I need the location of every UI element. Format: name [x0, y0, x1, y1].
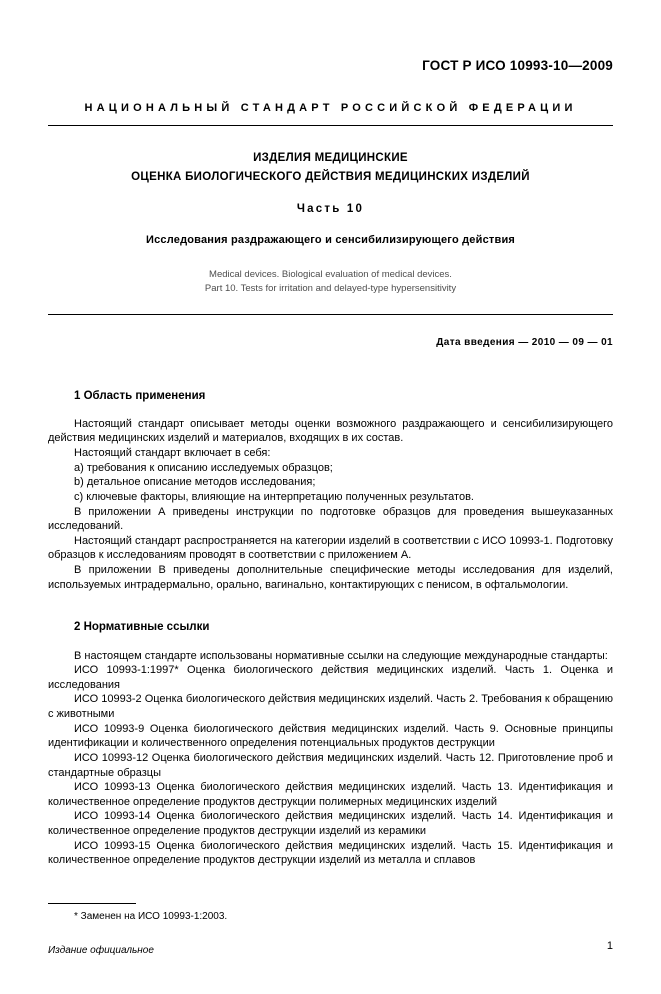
scope-list-item-c: c) ключевые факторы, влияющие на интерпретацию полученных результатов.	[74, 490, 474, 503]
section-heading-references: 2 Нормативные ссылки	[74, 621, 210, 634]
reference-item: ИСО 10993-1:1997* Оценка биологического действия медицинских изделий. Часть 1. Оценка и исследования	[48, 664, 613, 691]
document-part: Часть 10	[296, 203, 365, 215]
scope-paragraph-4: Настоящий стандарт распространяется на категории изделий в соответствии с ИСО 10993-1. Подготовку образцов к исследованиям проводят в соответствии с приложением А.	[48, 534, 613, 562]
english-title-line-1: Medical devices. Biological evaluation of medical devices.	[209, 269, 452, 280]
title-block	[48, 152, 613, 296]
document-title-line-2: ОЦЕНКА БИОЛОГИЧЕСКОГО ДЕЙСТВИЯ МЕДИЦИНСКИХ ИЗДЕЛИЙ	[131, 171, 530, 183]
edition-label: Издание официальное	[48, 945, 154, 956]
document-page	[0, 58, 661, 994]
scope-paragraph-1: Настоящий стандарт описывает методы оценки возможного раздражающего и сенсибилизирующего действия медицинских изделий и материалов, входящих в их состав.	[48, 417, 613, 445]
scope-paragraph-5: В приложении В приведены дополнительные специфические методы исследования для изделий, используемых интрадермально, орально, вагинально, контактирующих с пенисом, в офтальмологии.	[48, 564, 613, 591]
standard-designation: НАЦИОНАЛЬНЫЙ СТАНДАРТ РОССИЙСКОЙ ФЕДЕРАЦИИ	[84, 102, 577, 114]
header-divider	[48, 125, 613, 126]
reference-item: ИСО 10993-14 Оценка биологического действия медицинских изделий. Часть 14. Идентификация и количественное определение продуктов деструкции изделий из керамики	[48, 810, 613, 838]
scope-paragraph-2: Настоящий стандарт включает в себя:	[74, 447, 271, 460]
footnote-divider	[48, 903, 136, 904]
scope-paragraph-3: В приложении А приведены инструкции по подготовке образцов для проведения вышеуказанных исследований.	[48, 505, 613, 533]
references-intro: В настоящем стандарте использованы нормативные ссылки на следующие международные стандарты:	[74, 649, 608, 662]
section-heading-scope: 1 Область применения	[74, 389, 206, 402]
introduction-date: Дата введения — 2010 — 09 — 01	[436, 336, 613, 348]
scope-list-item-b: b) детальное описание методов исследования;	[74, 476, 316, 489]
document-body	[48, 389, 613, 868]
reference-item: ИСО 10993-12 Оценка биологического действия медицинских изделий. Часть 12. Приготовление проб и стандартные образцы	[48, 751, 613, 779]
document-code: ГОСТ Р ИСО 10993-10—2009	[422, 58, 613, 73]
footnote-text: * Заменен на ИСО 10993-1:2003.	[74, 911, 228, 922]
document-title-line-1: ИЗДЕЛИЯ МЕДИЦИНСКИЕ	[253, 152, 408, 164]
english-title-block	[48, 268, 613, 296]
scope-list-item-a: a) требования к описанию исследуемых образцов;	[74, 461, 333, 474]
english-title-line-2: Part 10. Tests for irritation and delayed-type hypersensitivity	[204, 282, 457, 294]
reference-item: ИСО 10993-2 Оценка биологического действия медицинских изделий. Часть 2. Требования к обращению с животными	[48, 693, 613, 721]
footnote-area	[48, 903, 613, 922]
document-subtitle: Исследования раздражающего и сенсибилизирующего действия	[145, 234, 516, 246]
title-divider	[48, 314, 613, 315]
reference-item: ИСО 10993-9 Оценка биологического действия медицинских изделий. Часть 9. Основные принципы идентификации и количественного определения потенциальных продуктов деструкции	[48, 722, 613, 750]
page-footer	[48, 940, 613, 958]
reference-item: ИСО 10993-15 Оценка биологического действия медицинских изделий. Часть 15. Идентификация и количественное определение продуктов деструкции изделий из металла и сплавов	[48, 839, 613, 867]
page-number: 1	[606, 940, 613, 952]
reference-item: ИСО 10993-13 Оценка биологического действия медицинских изделий. Часть 13. Идентификация и количественное определение продуктов деструкции полимерных медицинских изделий	[48, 781, 613, 808]
